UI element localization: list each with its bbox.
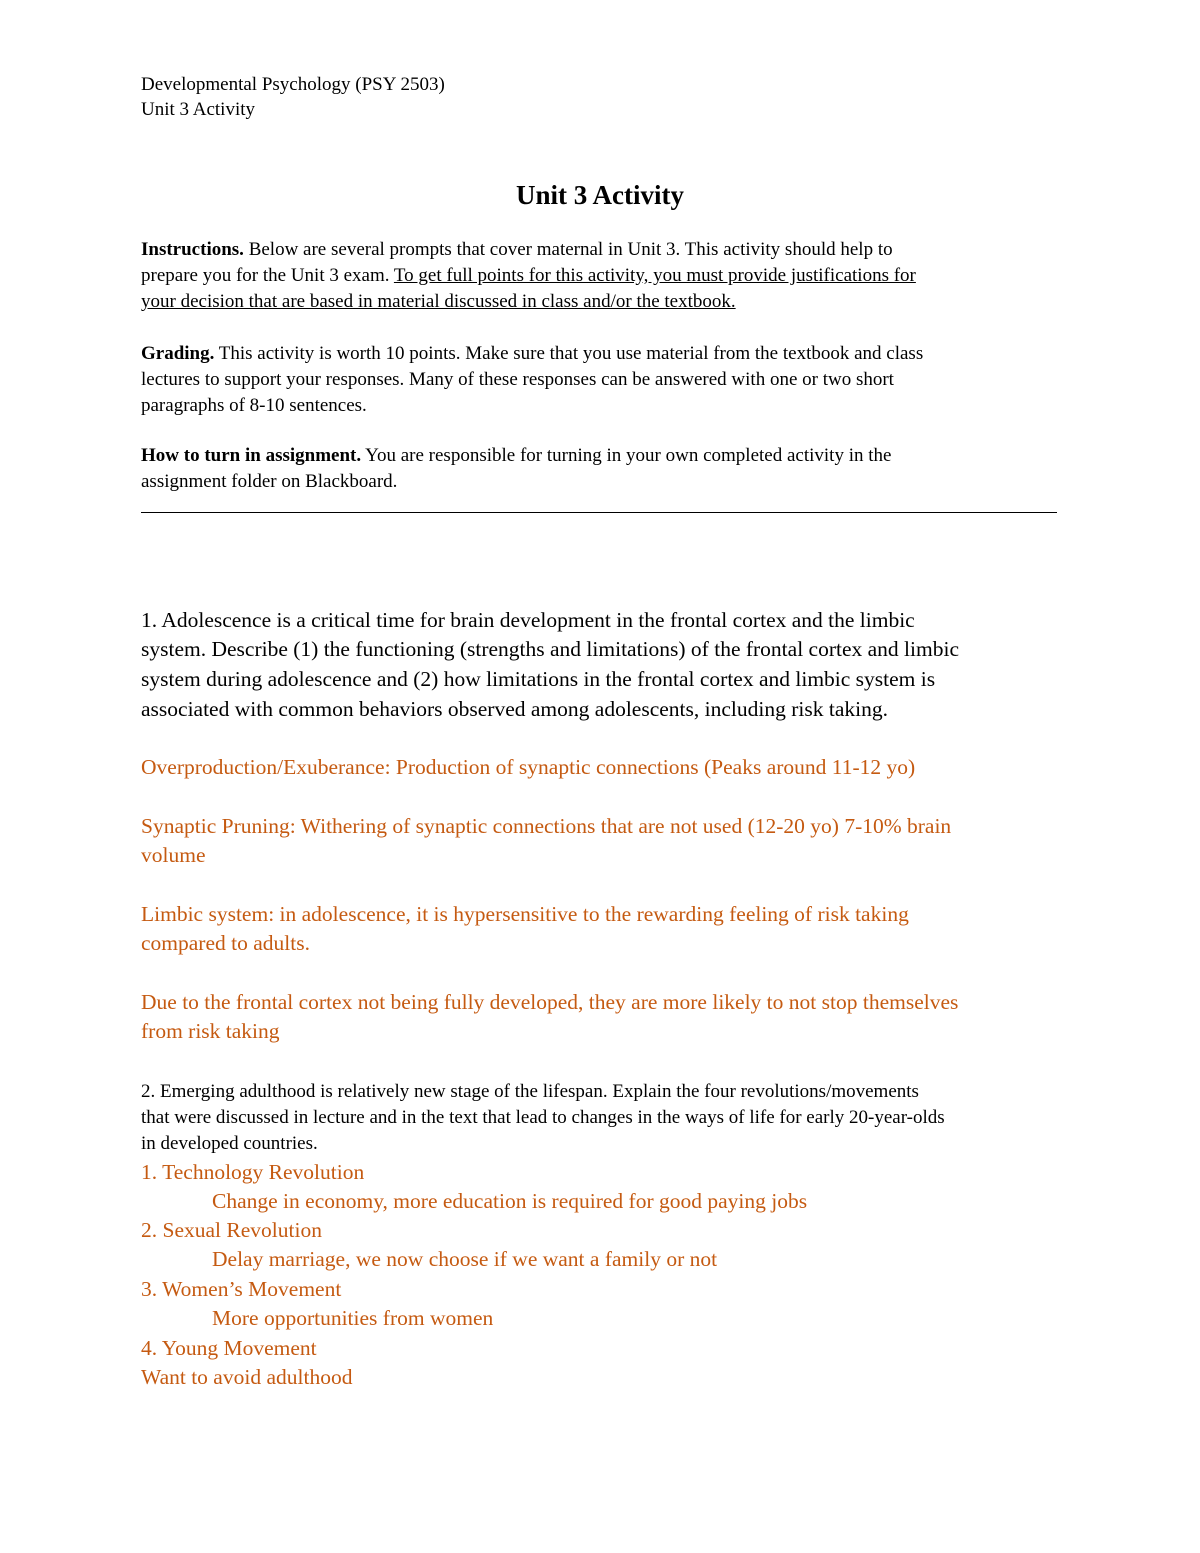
unit-header: Unit 3 Activity [141, 99, 255, 120]
answer-women-detail: More opportunities from women [212, 1306, 494, 1330]
page-title: Unit 3 Activity [516, 180, 684, 210]
answer-limbic-line-2: compared to adults. [141, 931, 310, 955]
answer-pruning-line-2: volume [141, 843, 206, 867]
course-header: Developmental Psychology (PSY 2503) [141, 74, 445, 95]
answer-young-heading: 4. Young Movement [141, 1336, 317, 1360]
grading-label: Grading. [141, 343, 215, 364]
answer-young-detail: Want to avoid adulthood [141, 1365, 353, 1389]
answer-sexual-detail: Delay marriage, we now choose if we want a family or not [212, 1247, 718, 1271]
answer-sexual-heading: 2. Sexual Revolution [141, 1218, 322, 1242]
grading-text-1: This activity is worth 10 points. Make sure that you use material from the textbook and class [214, 343, 924, 364]
question1-line-4: associated with common behaviors observed among adolescents, including risk taking. [141, 697, 888, 721]
turn-in-label: How to turn in assignment. [141, 445, 362, 466]
answer-frontal-line-1: Due to the frontal cortex not being fully developed, they are more likely to not stop themselves [141, 990, 959, 1014]
instructions-text-1: Below are several prompts that cover maternal in Unit 3. This activity should help to [243, 239, 893, 260]
answer-frontal-line-2: from risk taking [141, 1019, 280, 1043]
section-divider [141, 512, 1057, 513]
answer-technology-detail: Change in economy, more education is required for good paying jobs [212, 1189, 808, 1213]
answer-overproduction: Overproduction/Exuberance: Production of synaptic connections (Peaks around 11-12 yo) [141, 755, 916, 779]
question1-line-3: system during adolescence and (2) how limitations in the frontal cortex and limbic system is [141, 667, 936, 691]
grading-line-1 [141, 344, 923, 363]
turn-in-text-1: You are responsible for turning in your own completed activity in the [361, 445, 892, 466]
instructions-requirement-1: To get full points for this activity, you must provide justifications for [393, 265, 916, 286]
answer-limbic-line-1: Limbic system: in adolescence, it is hypersensitive to the rewarding feeling of risk taking [141, 902, 909, 926]
instructions-label: Instructions. [141, 239, 244, 260]
question2-line-2: that were discussed in lecture and in the text that lead to changes in the ways of life for early 20-year-olds [141, 1107, 945, 1128]
instructions-line-1 [141, 240, 893, 259]
answer-pruning-line-1: Synaptic Pruning: Withering of synaptic connections that are not used (12-20 yo) 7-10% brain [141, 814, 952, 838]
instructions-text-2: prepare you for the Unit 3 exam. [141, 265, 394, 286]
grading-text-2: lectures to support your responses. Many of these responses can be answered with one or two short [141, 369, 894, 390]
question1-line-2: system. Describe (1) the functioning (strengths and limitations) of the frontal cortex and limbic [141, 637, 959, 661]
turn-in-text-2: assignment folder on Blackboard. [141, 471, 398, 492]
question2-line-1: 2. Emerging adulthood is relatively new stage of the lifespan. Explain the four revolutions/movements [141, 1081, 919, 1102]
question2-line-3: in developed countries. [141, 1133, 318, 1154]
instructions-line-2 [141, 266, 916, 285]
instructions-requirement-2: your decision that are based in material discussed in class and/or the textbook. [141, 291, 736, 312]
question1-line-1: 1. Adolescence is a critical time for brain development in the frontal cortex and the limbic [141, 608, 915, 632]
grading-text-3: paragraphs of 8-10 sentences. [141, 395, 367, 416]
answer-women-heading: 3. Women’s Movement [141, 1277, 342, 1301]
turn-in-line-1 [141, 446, 891, 465]
answer-technology-heading: 1. Technology Revolution [141, 1160, 365, 1184]
